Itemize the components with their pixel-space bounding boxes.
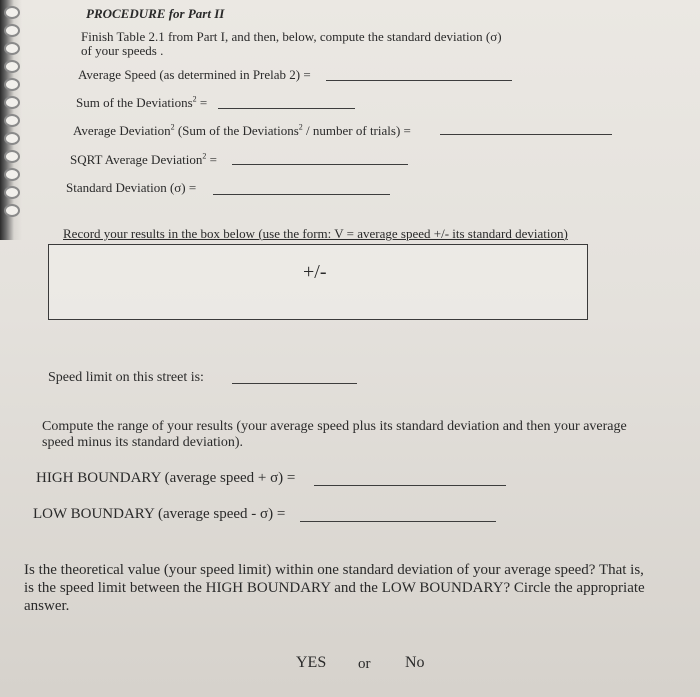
answer-yes[interactable]: YES — [296, 654, 327, 671]
binding-ring — [4, 60, 20, 73]
average-deviation-blank[interactable] — [440, 134, 612, 135]
results-box[interactable] — [48, 244, 588, 320]
binding-ring — [4, 42, 20, 55]
plus-minus-symbol: +/- — [303, 261, 327, 283]
binding-ring — [4, 204, 20, 217]
binding-ring — [4, 24, 20, 37]
binding-ring — [4, 96, 20, 109]
sqrt-average-deviation-label: SQRT Average Deviation$^2$ = — [70, 151, 217, 167]
low-boundary-blank[interactable] — [300, 521, 496, 522]
speed-limit-label: Speed limit on this street is: — [48, 370, 204, 385]
question-line-1: Is the theoretical value (your speed limit) within one standard deviation of your average speed? That is, — [24, 562, 644, 578]
question-line-3: answer. — [24, 598, 70, 614]
answer-or: or — [358, 656, 371, 672]
average-speed-blank[interactable] — [326, 80, 512, 81]
intro-line-2: of your speeds . — [81, 43, 164, 58]
spiral-binding — [0, 0, 22, 240]
low-boundary-label: LOW BOUNDARY (average speed - σ) = — [33, 506, 286, 522]
range-instruction-line-2: speed minus its standard deviation). — [42, 435, 244, 450]
sum-deviations-blank[interactable] — [218, 108, 355, 109]
speed-limit-blank[interactable] — [232, 383, 357, 384]
high-boundary-blank[interactable] — [314, 485, 506, 486]
standard-deviation-blank[interactable] — [213, 194, 390, 195]
high-boundary-label: HIGH BOUNDARY (average speed + σ) = — [36, 470, 296, 486]
binding-ring — [4, 150, 20, 163]
sqrt-average-deviation-blank[interactable] — [232, 164, 408, 165]
answer-no[interactable]: No — [405, 654, 425, 671]
binding-ring — [4, 168, 20, 181]
binding-ring — [4, 6, 20, 19]
binding-ring — [4, 132, 20, 145]
procedure-heading: PROCEDURE for Part II — [86, 6, 225, 21]
intro-line-1: Finish Table 2.1 from Part I, and then, below, compute the standard deviation (σ) — [81, 29, 502, 44]
question-line-2: is the speed limit between the HIGH BOUNDARY and the LOW BOUNDARY? Circle the appropriate — [24, 580, 645, 596]
sum-deviations-label: Sum of the Deviations$^2$ = — [76, 94, 208, 110]
range-instruction-line-1: Compute the range of your results (your average speed plus its standard deviation and then your average — [42, 419, 627, 434]
standard-deviation-label: Standard Deviation (σ) = — [66, 180, 197, 195]
binding-ring — [4, 78, 20, 91]
average-speed-label: Average Speed (as determined in Prelab 2) = — [78, 67, 311, 82]
binding-ring — [4, 114, 20, 127]
binding-ring — [4, 186, 20, 199]
average-deviation-label: Average Deviation$^2$ (Sum of the Deviations$^2$ / number of trials) = — [73, 122, 411, 138]
record-instruction: Record your results in the box below (use the form: V = average speed +/- its standard deviation) — [63, 226, 568, 241]
